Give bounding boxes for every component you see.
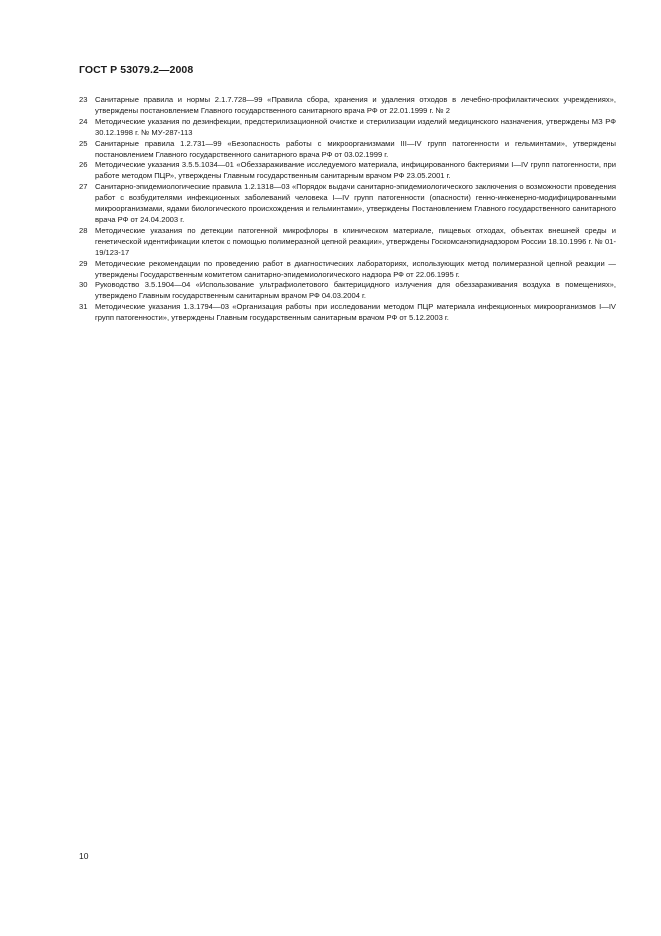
reference-number: 26	[79, 160, 88, 170]
reference-number: 27	[79, 182, 88, 192]
reference-item	[79, 95, 616, 117]
page-header: ГОСТ Р 53079.2—2008	[79, 64, 194, 76]
reference-text: Методические указания 3.5.5.1034—01 «Обеззараживание исследуемого материала, инфицированного бактериями I—IV групп патогенности, при работе методом ПЦР», утверждены Главным государственным санитарным врачом РФ 23.05.2001 г.	[95, 160, 616, 181]
reference-item	[79, 259, 616, 281]
reference-number: 30	[79, 280, 88, 290]
reference-number: 25	[79, 138, 88, 148]
page-number: 10	[79, 851, 89, 861]
reference-number: 28	[79, 225, 88, 235]
reference-text: Санитарно-эпидемиологические правила 1.2.1318—03 «Порядок выдачи санитарно-эпидемиологического заключения о возможности проведения работ с возбудителями инфекционных заболеваний человека I—IV групп патогенности (опасности) генно-инженерно-модифицированными микроорганизмами, ядами биологического происхождения и гельминтами», утверждены Постановлением Главного государственного санитарного врача РФ от 24.04.2003 г.	[95, 182, 616, 224]
reference-number: 23	[79, 95, 88, 104]
reference-text: Методические указания по детекции патогенной микрофлоры в клиническом материале, пищевых отходах, объектах внешней среды и генетической идентификации клеток с помощью полимеразной цепной реакции», утверждены Госкомсанэпиднадзором России 18.10.1996 г. № 01-19/123-17	[95, 225, 616, 257]
reference-text: Санитарные правила и нормы 2.1.7.728—99 «Правила сбора, хранения и удаления отходов в лечебно-профилактических учреждениях», утверждены постановлением Главного государственного санитарного врача РФ от 22.01.1999 г. № 2	[95, 95, 616, 115]
reference-item	[79, 139, 616, 161]
reference-text: Санитарные правила 1.2.731—99 «Безопасность работы с микроорганизмами III—IV групп патогенности и гельминтами», утверждены постановлением Главного государственного санитарного врача РФ от 03.02.1999 г.	[95, 138, 616, 159]
reference-text: Методические указания 1.3.1794—03 «Организация работы при исследовании методом ПЦР материала инфекционных микроорганизмов I—IV групп патогенности», утверждены Главным государственным санитарным врачом РФ от 5.12.2003 г.	[95, 302, 616, 323]
reference-item	[79, 117, 616, 139]
reference-number: 24	[79, 116, 88, 126]
reference-text: Руководство 3.5.1904—04 «Использование ультрафиолетового бактерицидного излучения для обеззараживания воздуха в помещениях», утверждено Главным государственным санитарным врачом РФ 04.03.2004 г.	[95, 280, 616, 301]
reference-text: Методические указания по дезинфекции, предстерилизационной очистке и стерилизации изделий медицинского назначения, утверждены МЗ РФ 30.12.1998 г. № МУ-287-113	[95, 116, 616, 137]
reference-number: 29	[79, 258, 88, 268]
reference-item	[79, 182, 616, 226]
reference-item	[79, 280, 616, 302]
reference-list	[79, 95, 616, 324]
reference-number: 31	[79, 302, 88, 312]
reference-text: Методические рекомендации по проведению работ в диагностических лабораториях, использующих метод полимеразной цепной реакции — утверждены Государственным комитетом санитарно-эпидемиологического надзора РФ от 22.06.1995 г.	[95, 258, 616, 279]
reference-item	[79, 226, 616, 259]
reference-item	[79, 160, 616, 182]
reference-item	[79, 302, 616, 324]
